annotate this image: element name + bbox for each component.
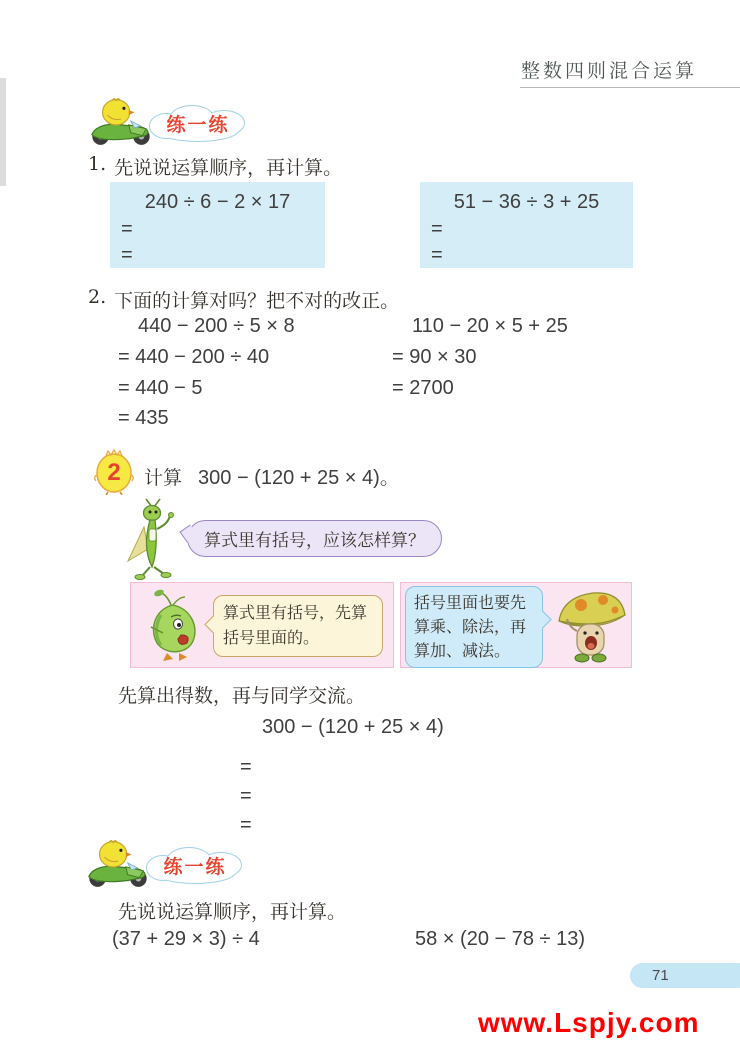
equals-line: =: [240, 756, 252, 778]
hint-panel-left: [130, 582, 394, 668]
bottom-instruction: 先说说运算顺序，再计算。: [118, 901, 347, 923]
work-expression: 300 − (120 + 25 × 4): [262, 716, 444, 738]
bottom-expression-2: 58 × (20 − 78 ÷ 13): [415, 928, 585, 950]
equals-line: =: [121, 218, 133, 240]
solution-left-line: 440 − 200 ÷ 5 × 8: [138, 315, 295, 337]
exercise-2-instruction: [88, 286, 399, 313]
question-bubble-text: 算式里有括号，应该怎样算？: [204, 531, 425, 551]
hint-bubble-left: [213, 595, 383, 657]
follow-up-instruction: 先算出得数，再与同学交流。: [118, 685, 366, 707]
solution-left-line: = 435: [118, 407, 169, 429]
bubble-tail: [533, 610, 551, 628]
equals-line: =: [240, 814, 252, 836]
hint-panel-right: [400, 582, 632, 668]
bottom-expression-1: (37 + 29 × 3) ÷ 4: [112, 928, 260, 950]
exercise-1-text: 先说说运算顺序，再计算。: [114, 157, 343, 179]
solution-right-line: = 2700: [392, 377, 454, 399]
page-edge-shadow: [0, 78, 6, 186]
header-divider: [520, 87, 740, 88]
exercise-2-text: 下面的计算对吗？把不对的改正。: [114, 290, 400, 312]
example-2-expression: 300 − (120 + 25 × 4)。: [198, 467, 400, 489]
page-number: 71: [652, 967, 669, 984]
mantis-character-icon: [122, 497, 184, 585]
exercise-1-number: 1.: [88, 153, 107, 175]
solution-right-line: = 90 × 30: [392, 346, 477, 368]
example-2-number: 2: [107, 459, 121, 486]
example-2-label: 计算: [144, 467, 183, 489]
solution-left-line: = 440 − 5: [118, 377, 203, 399]
solution-left-line: = 440 − 200 ÷ 40: [118, 346, 270, 368]
practice-badge-label: 练一练: [163, 855, 227, 878]
answer-box-1: [110, 182, 325, 268]
practice-badge-cloud: [143, 844, 247, 886]
practice-badge-label: 练一练: [166, 113, 230, 136]
hint-right-text: 括号里面也要先算乘、除法，再算加、减法。: [414, 593, 527, 660]
answer-box-2: [420, 182, 633, 268]
example-2-prompt: [144, 461, 400, 490]
equals-line: =: [431, 244, 443, 266]
chapter-title: 整数四则混合运算: [521, 60, 698, 82]
solution-right-line: 110 − 20 × 5 + 25: [412, 315, 568, 337]
page-number-badge: [630, 963, 740, 988]
hint-bubble-right: [405, 586, 543, 668]
pea-character-icon: [137, 587, 209, 667]
equals-line: =: [240, 785, 252, 807]
mushroom-character-icon: [551, 587, 631, 669]
equals-line: =: [121, 244, 133, 266]
exercise-2-number: 2.: [88, 286, 107, 308]
question-speech-bubble: [187, 520, 442, 557]
example-2-badge: [92, 447, 136, 495]
problem-expression-2: 51 − 36 ÷ 3 + 25: [453, 191, 600, 213]
equals-line: =: [431, 218, 443, 240]
hint-left-text: 算式里有括号，先算括号里面的。: [223, 603, 368, 647]
exercise-1-instruction: [88, 153, 342, 180]
website-watermark: www.Lspjy.com: [478, 1007, 700, 1038]
practice-badge-cloud: [146, 102, 250, 144]
problem-expression-1: 240 ÷ 6 − 2 × 17: [144, 191, 291, 213]
